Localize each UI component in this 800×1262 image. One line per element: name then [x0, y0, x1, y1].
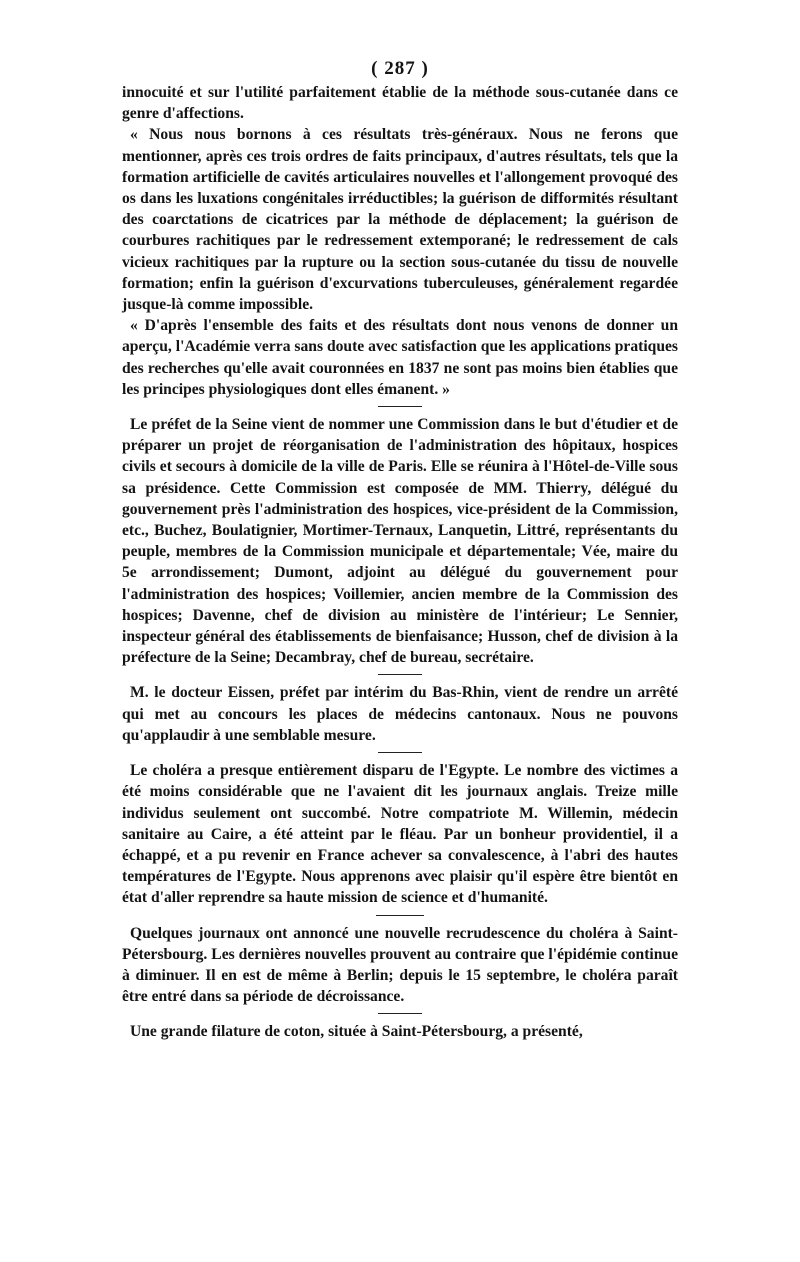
paragraph-continuation: innocuité et sur l'utilité parfaitement établie de la méthode sous-cutanée dans ce genre d'affections.	[122, 84, 678, 123]
section-divider	[378, 674, 422, 675]
document-page	[122, 58, 678, 1043]
section-divider	[378, 406, 422, 407]
paragraph-cholera-st-petersburg: Quelques journaux ont annoncé une nouvelle recrudescence du choléra à Saint-Pétersbourg. Les dernières nouvelles prouvent au contraire que l'épidémie continue à diminuer. Il en est de même à Berlin; depuis le 15 septembre, le choléra paraît être entré dans sa période de décroissance.	[122, 924, 678, 1006]
paragraph-eissen-decree: M. le docteur Eissen, préfet par intérim du Bas-Rhin, vient de rendre un arrêté qui met au concours les places de médecins cantonaux. Nous ne pouvons qu'applaudir à une semblable mesure.	[122, 684, 678, 744]
paragraph-results-summary: « Nous nous bornons à ces résultats très-généraux. Nous ne ferons que mentionner, après ces trois ordres de faits principaux, d'autres résultats, tels que la formation artificielle de cavités articulaires nouvelles et l'allongement provoqué des os dans les luxations congénitales irréductibles; la guérison de difformités résultant des coarctations de cicatrices par la méthode de déplacement; la guérison de courbures rachitiques par le redressement extemporané; le redressement de cals vicieux rachitiques par la rupture ou la section sous-cutanée du tissu de nouvelle formation; enfin la guérison d'excurvations tuberculeuses, généralement regardée jusque-là comme impossible.	[122, 126, 678, 314]
paragraph-seine-commission: Le préfet de la Seine vient de nommer une Commission dans le but d'étudier et de préparer un projet de réorganisation de l'administration des hôpitaux, hospices civils et secours à domicile de la ville de Paris. Elle se réunira à l'Hôtel-de-Ville sous sa présidence. Cette Commission est composée de MM. Thierry, délégué du gouvernement près l'administration des hospices, vice-président de la Commission, etc., Buchez, Boulatignier, Mortimer-Ternaux, Lanquetin, Littré, représentants du peuple, membres de la Commission municipale et départementale; Vée, maire du 5e arrondissement; Dumont, adjoint au délégué du gouvernement pour l'administration des hospices; Voillemier, ancien membre de la Commission des hospices; Davenne, chef de division au ministère de l'intérieur; Le Sennier, inspecteur général des établissements de bienfaisance; Husson, chef de division à la préfecture de la Seine; Decambray, chef de bureau, secrétaire.	[122, 416, 678, 667]
section-divider	[378, 752, 422, 753]
paragraph-cholera-egypt: Le choléra a presque entièrement disparu de l'Egypte. Le nombre des victimes a été moins considérable que ne l'avaient dit les journaux anglais. Treize mille individus seulement ont succombé. Notre compatriote M. Willemin, médecin sanitaire au Caire, a été atteint par le fléau. Par un bonheur providentiel, il a échappé, et a pu revenir en France achever sa convalescence, à l'abri des hautes températures de l'Egypte. Nous apprenons avec plaisir qu'il espère être bientôt en état d'aller reprendre sa haute mission de science et d'humanité.	[122, 762, 678, 907]
paragraph-academy-conclusion: « D'après l'ensemble des faits et des résultats dont nous venons de donner un aperçu, l'Académie verra sans doute avec satisfaction que les applications pratiques des recherches qu'elle avait couronnées en 1837 ne sont pas moins bien établies que les principes physiologiques dont elles émanent. »	[122, 317, 678, 398]
paragraph-cotton-mill: Une grande filature de coton, située à Saint-Pétersbourg, a présenté,	[130, 1023, 583, 1041]
section-divider	[378, 1013, 422, 1014]
section-divider	[376, 915, 424, 916]
page-number: ( 287 )	[371, 58, 429, 79]
